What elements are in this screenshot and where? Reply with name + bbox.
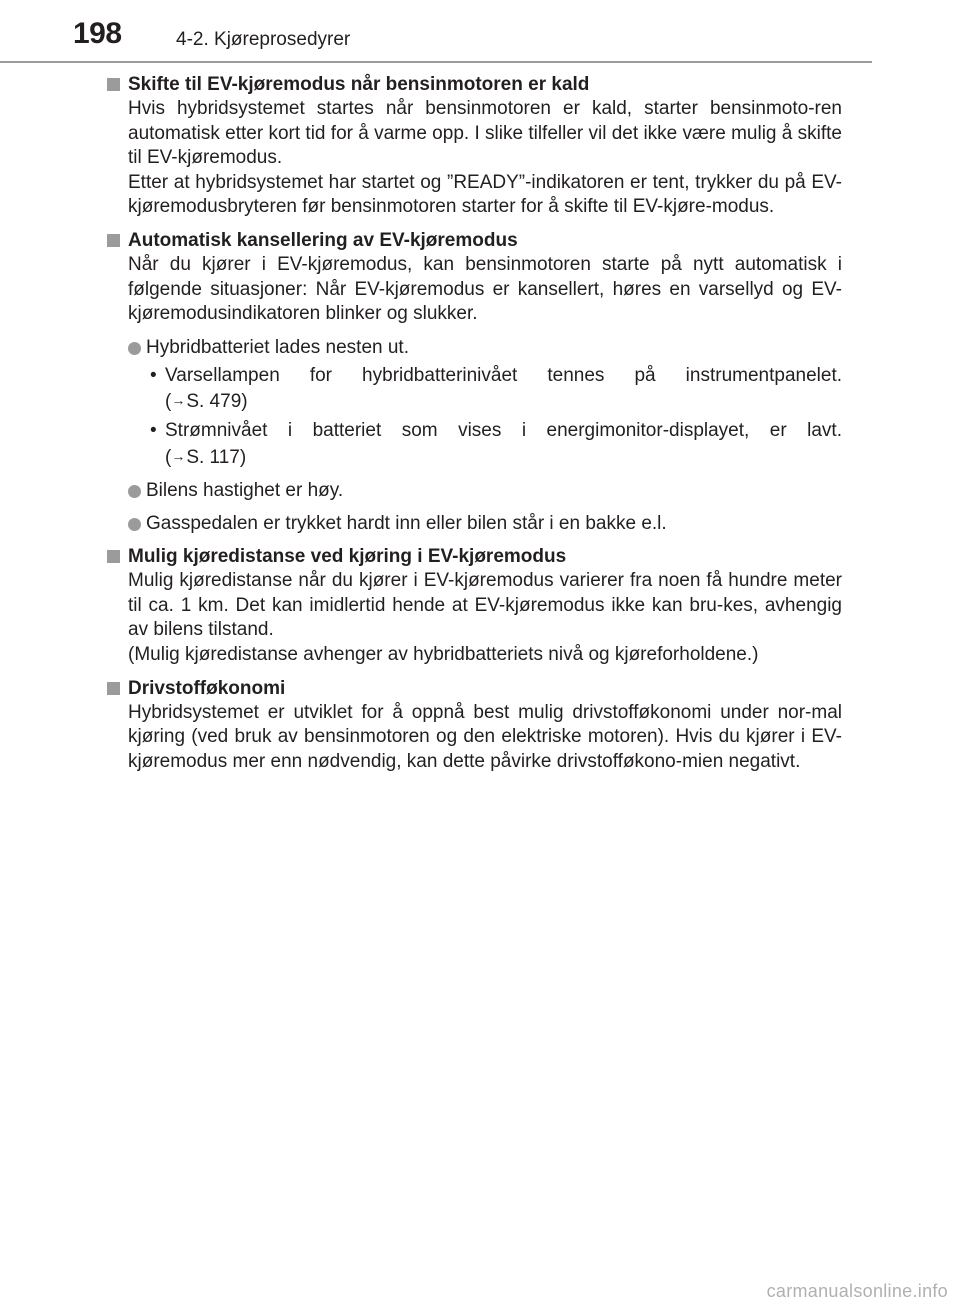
chapter-title: 4-2. Kjøreprosedyrer <box>176 29 351 50</box>
section-heading-text: Drivstofføkonomi <box>128 677 286 699</box>
section-heading <box>106 544 842 569</box>
paragraph: Når du kjører i EV-kjøremodus, kan bensinmotoren starte på nytt automatisk i følgende situasjoner: Når EV-kjøremodus er kansellert, høres en varsellyd og EV-kjøremodusindikatoren blinker og slukker. <box>128 253 842 325</box>
reference-text: S. 117) <box>186 446 247 468</box>
circle-bullet-icon <box>128 485 141 498</box>
page-reference <box>165 444 842 471</box>
list-item-text: Hybridbatteriet lades nesten ut. <box>146 336 409 358</box>
arrow-right-icon: → <box>171 392 186 409</box>
paragraph: Hvis hybridsystemet startes når bensinmotoren er kald, starter bensinmoto-ren automatisk etter kort tid for å varme opp. I slike tilfeller vil det ikke være mulig å skifte til EV-kjøremodus. <box>128 98 842 169</box>
list-item <box>106 335 842 360</box>
page-reference <box>165 388 842 415</box>
list-item <box>106 478 842 503</box>
reference-text: S. 479) <box>186 391 248 413</box>
section-heading <box>106 228 842 253</box>
reference-open-paren: ( <box>165 446 172 468</box>
section-driving-range <box>106 544 842 667</box>
square-marker-icon <box>107 78 120 91</box>
header-rule <box>0 61 872 63</box>
dot-bullet-icon: • <box>150 419 157 441</box>
paragraph: Mulig kjøredistanse når du kjører i EV-kjøremodus varierer fra noen få hundre meter til ca. 1 km. Det kan imidlertid hende at EV-kjøremodus ikke kan bru-kes, avhengig av bilens tilstand. <box>128 570 842 641</box>
sub-list-item <box>106 419 842 470</box>
list-item-text: Bilens hastighet er høy. <box>146 480 344 502</box>
section-heading <box>106 676 842 701</box>
circle-bullet-icon <box>128 342 141 355</box>
section-heading-text: Mulig kjøredistanse ved kjøring i EV-kjøremodus <box>128 546 567 568</box>
square-marker-icon <box>107 550 120 563</box>
section-heading-text: Skifte til EV-kjøremodus når bensinmotoren er kald <box>128 74 590 95</box>
arrow-right-icon: → <box>171 447 186 464</box>
square-marker-icon <box>107 682 120 695</box>
sub-list-item <box>106 364 842 415</box>
paragraph: (Mulig kjøredistanse avhenger av hybridbatteriets nivå og kjøreforholdene.) <box>128 643 759 665</box>
section-heading-text: Automatisk kansellering av EV-kjøremodus <box>128 229 518 251</box>
dot-bullet-icon: • <box>150 364 157 386</box>
reference-open-paren: ( <box>165 391 172 413</box>
sub-list-item-text: Strømnivået i batteriet som vises i energimonitor-displayet, er lavt. <box>165 419 842 441</box>
square-marker-icon <box>107 234 120 247</box>
list-item <box>106 511 842 536</box>
section-fuel-economy <box>106 676 842 775</box>
list-item-text: Gasspedalen er trykket hardt inn eller bilen står i en bakke e.l. <box>146 513 667 535</box>
section-auto-cancel <box>106 228 842 536</box>
section-heading <box>106 72 842 97</box>
section-cold-engine <box>106 72 842 220</box>
sub-list-item-text: Varsellampen for hybridbatterinivået tennes på instrumentpanelet. <box>165 364 842 386</box>
page-content <box>106 72 842 782</box>
page-number: 198 <box>73 17 122 50</box>
watermark: carmanualsonline.info <box>766 1281 948 1301</box>
paragraph: Hybridsystemet er utviklet for å oppnå best mulig drivstofføkonomi under nor-mal kjøring (ved bruk av bensinmotoren og den elektriske motoren). Hvis du kjører i EV-kjøremodus mer enn nødvendig, kan dette påvirke drivstofføkono-mien negativt. <box>128 701 842 772</box>
paragraph: Etter at hybridsystemet har startet og ”READY”-indikatoren er tent, trykker du på EV-kjøremodusbryteren før bensinmotoren starter for å skifte til EV-kjøre-modus. <box>128 171 842 218</box>
circle-bullet-icon <box>128 518 141 531</box>
